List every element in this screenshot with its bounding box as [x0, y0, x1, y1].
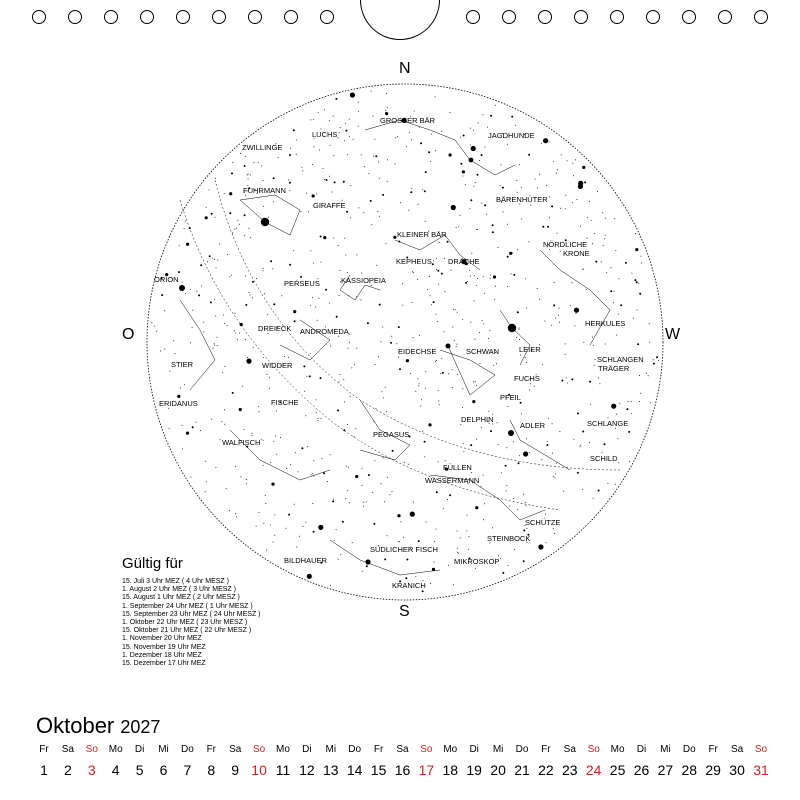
- constellation-label-baerenhueter: BÄRENHÜTER: [496, 195, 548, 204]
- day-number: 30: [729, 762, 745, 778]
- weekday-label: Mi: [325, 744, 337, 755]
- constellation-label-jagdhunde: JAGDHUNDE: [488, 131, 535, 140]
- constellation-label-schwan: SCHWAN: [466, 347, 500, 356]
- day-number: 7: [183, 762, 192, 778]
- validity-line: 1. Oktober 22 Uhr MEZ ( 23 Uhr MESZ ): [122, 619, 248, 627]
- constellation-label-traeger: TRÄGER: [598, 364, 630, 373]
- weekday-label: Mo: [108, 744, 123, 755]
- day-number: 15: [370, 762, 387, 778]
- weekday-label: Do: [180, 744, 194, 755]
- day-number: 8: [207, 762, 216, 778]
- validity-line: 1. November 20 Uhr MEZ: [122, 635, 202, 643]
- weekday-label: Mo: [276, 744, 290, 755]
- weekday-label: Sa: [61, 744, 74, 755]
- constellation-label-noerdliche: NÖRDLICHE: [543, 240, 588, 249]
- day-number: 27: [657, 762, 674, 778]
- constellation-label-suedlicher-fisch: SÜDLICHER FISCH: [370, 545, 438, 554]
- constellation-label-schuetze: SCHÜTZE: [525, 518, 561, 527]
- constellation-label-adler: ADLER: [520, 421, 546, 430]
- day-number: 26: [633, 762, 650, 778]
- day-number: 17: [418, 762, 435, 778]
- constellation-label-delphin: DELPHIN: [461, 415, 494, 424]
- constellation-label-bildhauer: BILDHAUER: [284, 556, 327, 565]
- weekday-label: Di: [469, 744, 479, 755]
- day-number: 23: [562, 762, 578, 778]
- constellation-label-widder: WIDDER: [262, 361, 293, 370]
- day-number: 13: [323, 762, 339, 778]
- month-name: Oktober: [36, 713, 115, 738]
- constellation-label-stier: STIER: [171, 360, 194, 369]
- validity-line: 15. Dezember 17 Uhr MEZ: [122, 660, 206, 668]
- constellation-label-kleiner-baer: KLEINER BÄR: [397, 230, 447, 239]
- constellation-label-kassiopeia: KASSIOPEIA: [341, 276, 387, 285]
- constellation-label-kranich: KRANICH: [392, 581, 426, 590]
- constellation-label-schild: SCHILD: [590, 454, 618, 463]
- constellation-label-mikroskop: MIKROSKOP: [454, 557, 500, 566]
- validity-list: [122, 578, 261, 668]
- constellation-label-wassermann: WASSERMANN: [425, 476, 480, 485]
- constellation-label-dreieck: DREIECK: [258, 324, 292, 333]
- weekday-label: Di: [134, 744, 145, 755]
- constellation-label-pfeil: PFEIL: [500, 393, 521, 402]
- constellation-label-giraffe: GIRAFFE: [313, 201, 346, 210]
- weekday-label: Di: [636, 744, 647, 755]
- validity-line: 15. August 1 Uhr MEZ ( 2 Uhr MESZ ): [122, 594, 240, 602]
- compass-north: N: [399, 60, 411, 77]
- constellation-label-fuellen: FÜLLEN: [443, 463, 472, 472]
- day-number: 21: [514, 762, 530, 778]
- day-number: 19: [466, 762, 482, 778]
- constellation-label-leier: LEIER: [519, 345, 541, 354]
- constellation-label-perseus: PERSEUS: [284, 279, 320, 288]
- day-number: 22: [538, 762, 554, 778]
- constellation-label-kepheus: KEPHEUS: [396, 257, 432, 266]
- weekday-label: Mi: [660, 744, 671, 755]
- day-number: 16: [394, 762, 411, 778]
- constellation-label-drache: DRACHE: [448, 257, 480, 266]
- weekday-label: Mi: [158, 744, 169, 755]
- calendar-days: [0, 744, 800, 784]
- constellation-label-orion: ORION: [154, 275, 179, 284]
- star-field: [151, 91, 659, 593]
- constellation-label-andromeda: ANDROMEDA: [300, 327, 349, 336]
- day-number: 14: [346, 762, 363, 778]
- weekday-label: So: [754, 744, 768, 755]
- constellation-label-krone: KRONE: [563, 249, 590, 258]
- weekday-label: Do: [515, 744, 529, 755]
- constellation-label-eridanus: ERIDANUS: [159, 399, 198, 408]
- validity-line: 15. September 23 Uhr MEZ ( 24 Uhr MESZ ): [122, 610, 261, 618]
- day-number: 31: [753, 762, 769, 778]
- validity-line: 1. September 24 Uhr MEZ ( 1 Uhr MESZ ): [122, 602, 253, 610]
- validity-line: 1. August 2 Uhr MEZ ( 3 Uhr MESZ ): [122, 586, 236, 594]
- day-number: 9: [231, 762, 240, 778]
- day-number: 6: [159, 762, 168, 778]
- day-number: 11: [275, 762, 291, 778]
- constellation-label-herkules: HERKULES: [585, 319, 626, 328]
- weekday-label: Fr: [541, 744, 551, 755]
- validity-line: 15. Juli 3 Uhr MEZ ( 4 Uhr MESZ ): [122, 578, 229, 585]
- weekday-label: Mi: [492, 744, 504, 755]
- weekday-label: Fr: [708, 744, 718, 755]
- weekday-label: So: [587, 744, 600, 755]
- day-number: 5: [135, 762, 144, 778]
- weekday-label: Fr: [206, 744, 217, 755]
- day-number: 12: [299, 762, 315, 778]
- weekday-label: Sa: [730, 744, 744, 755]
- weekday-label: Mo: [443, 744, 458, 755]
- constellation-label-grosser-baer: GROSSER BÄR: [380, 116, 436, 125]
- constellation-label-luchs: LUCHS: [312, 130, 338, 139]
- constellation-label-walfisch: WALFISCH: [222, 438, 261, 447]
- day-number: 4: [111, 762, 120, 778]
- weekday-label: Di: [302, 744, 312, 755]
- day-number: 3: [87, 762, 96, 778]
- constellation-label-fuhrmann: FUHRMANN: [243, 186, 286, 195]
- day-number: 28: [681, 762, 698, 778]
- constellation-label-fuchs: FUCHS: [514, 374, 540, 383]
- validity-title: Gültig für: [122, 555, 183, 572]
- day-number: 1: [40, 762, 48, 778]
- day-number: 29: [705, 762, 721, 778]
- validity-line: 15. November 19 Uhr MEZ: [122, 643, 206, 651]
- constellation-labels: [154, 116, 644, 590]
- day-number: 10: [251, 762, 267, 778]
- validity-line: 1. Dezember 18 Uhr MEZ: [122, 651, 202, 659]
- day-number: 24: [585, 762, 602, 778]
- constellation-label-zwillinge: ZWILLINGE: [242, 143, 283, 152]
- constellation-label-schlange: SCHLANGE: [587, 419, 629, 428]
- weekday-label: Do: [682, 744, 696, 755]
- weekday-label: Fr: [39, 744, 49, 755]
- weekday-label: So: [252, 744, 266, 755]
- weekday-label: Sa: [229, 744, 242, 755]
- constellation-label-fische: FISCHE: [271, 398, 299, 407]
- day-number: 18: [442, 762, 459, 778]
- weekday-label: Mo: [610, 744, 625, 755]
- horizon-circle: [147, 84, 663, 600]
- weekday-label: Sa: [563, 744, 576, 755]
- weekday-label: So: [420, 744, 433, 755]
- weekday-label: Sa: [396, 744, 409, 755]
- constellation-label-schlangen: SCHLANGEN: [597, 355, 644, 364]
- compass-west: W: [665, 326, 681, 343]
- constellation-label-steinbock: STEINBOCK: [487, 534, 531, 543]
- weekday-label: Do: [348, 744, 362, 755]
- month-heading: [36, 713, 160, 739]
- compass-south: S: [399, 603, 410, 620]
- validity-line: 15. Oktober 21 Uhr MEZ ( 22 Uhr MESZ ): [122, 627, 252, 635]
- weekday-label: Fr: [373, 744, 384, 755]
- compass-east: O: [122, 326, 135, 343]
- day-number: 20: [490, 762, 506, 778]
- constellation-label-eidechse: EIDECHSE: [398, 347, 437, 356]
- day-number: 25: [609, 762, 626, 778]
- day-number: 2: [63, 762, 72, 778]
- weekday-label: So: [85, 744, 98, 755]
- constellation-label-pegasus: PEGASUS: [373, 430, 410, 439]
- month-year: 2027: [120, 717, 161, 737]
